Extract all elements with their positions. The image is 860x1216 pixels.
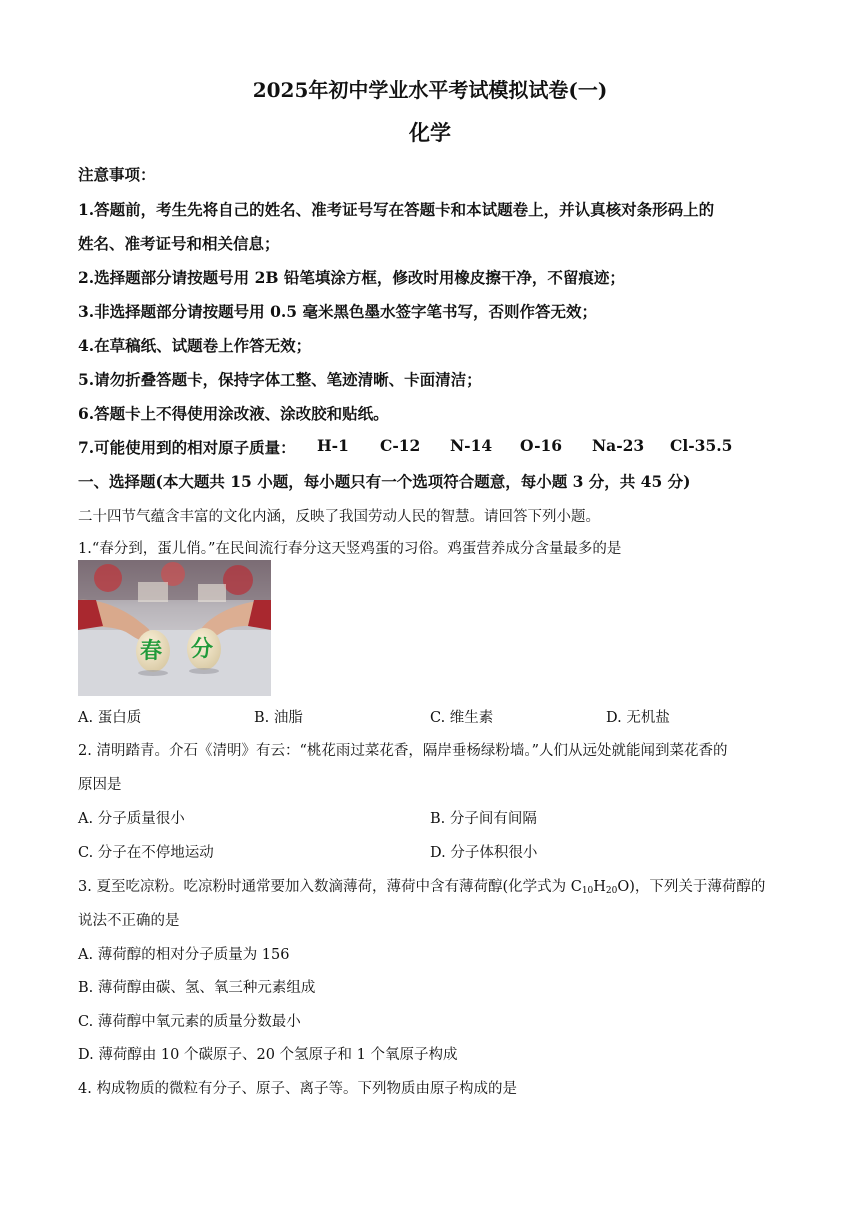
- atomic-mass-cl: Cl-35.5: [670, 436, 733, 455]
- q3-option-d: D. 薄荷醇由 10 个碳原子、20 个氢原子和 1 个氧原子构成: [78, 1047, 458, 1063]
- q1-option-b: B. 油脂: [254, 710, 303, 726]
- q3-stem-mid: H: [593, 879, 606, 895]
- q3-stem-post: O)，下列关于薄荷醇的: [617, 879, 766, 895]
- subject-title: 化学: [409, 120, 451, 145]
- note-item: 1.答题前，考生先将自己的姓名、准考证号写在答题卡和本试题卷上，并认真核对条形码上的: [78, 200, 715, 219]
- note-item: 4.在草稿纸、试题卷上作答无效；: [78, 336, 312, 355]
- atomic-mass-label: 7.可能使用到的相对原子质量：: [78, 438, 296, 457]
- q1-option-d: D. 无机盐: [606, 710, 670, 726]
- note-item: 2.选择题部分请按题号用 2B 铅笔填涂方框，修改时用橡皮擦干净，不留痕迹；: [78, 268, 625, 287]
- atomic-mass-na: Na-23: [592, 436, 645, 455]
- note-item: 5.请勿折叠答题卡，保持字体工整、笔迹清晰、卡面清洁；: [78, 370, 482, 389]
- q3-option-a: A. 薄荷醇的相对分子质量为 156: [78, 947, 290, 963]
- section-heading: 一、选择题(本大题共 15 小题，每小题只有一个选项符合题意，每小题 3 分，共 45 分): [78, 472, 691, 491]
- question-1-stem: 1.“春分到，蛋儿俏。”在民间流行春分这天竖鸡蛋的习俗。鸡蛋营养成分含量最多的是: [78, 541, 622, 557]
- q3-subscript-c: 10: [581, 886, 594, 896]
- spring-equinox-eggs-photo: [78, 560, 271, 696]
- section-intro: 二十四节气蕴含丰富的文化内涵，反映了我国劳动人民的智慧。请回答下列小题。: [78, 509, 600, 525]
- question-4-stem: 4. 构成物质的微粒有分子、原子、离子等。下列物质由原子构成的是: [78, 1081, 517, 1097]
- note-item: 3.非选择题部分请按题号用 0.5 毫米黑色墨水签字笔书写，否则作答无效；: [78, 302, 597, 321]
- q1-option-a: A. 蛋白质: [78, 710, 142, 726]
- atomic-mass-o: O-16: [520, 436, 563, 455]
- q2-option-a: A. 分子质量很小: [78, 811, 185, 827]
- question-3-stem: [78, 875, 765, 896]
- q2-option-c: C. 分子在不停地运动: [78, 845, 214, 861]
- exam-title: 2025年初中学业水平考试模拟试卷(一): [252, 78, 608, 102]
- notes-heading: 注意事项：: [78, 165, 156, 184]
- note-item: 6.答题卡上不得使用涂改液、涂改胶和贴纸。: [78, 404, 389, 423]
- question-2-stem: 2. 清明踏青。介石《清明》有云：“桃花雨过菜花香，隔岸垂杨绿粉墙。”人们从远处就能闻到菜花香的: [78, 743, 728, 759]
- q3-option-c: C. 薄荷醇中氧元素的质量分数最小: [78, 1014, 301, 1030]
- q2-option-d: D. 分子体积很小: [430, 845, 538, 861]
- q3-subscript-h: 20: [605, 886, 618, 896]
- note-item: 姓名、准考证号和相关信息；: [78, 234, 280, 253]
- atomic-mass-n: N-14: [450, 436, 493, 455]
- atomic-mass-line: [78, 436, 296, 458]
- egg-char-chun: 春: [140, 638, 163, 664]
- question-2-stem-cont: 原因是: [78, 777, 122, 793]
- atomic-mass-c: C-12: [380, 436, 421, 455]
- q3-option-b: B. 薄荷醇由碳、氢、氧三种元素组成: [78, 980, 316, 996]
- question-3-stem-cont: 说法不正确的是: [78, 913, 180, 929]
- q3-stem-pre: 3. 夏至吃凉粉。吃凉粉时通常要加入数滴薄荷，薄荷中含有薄荷醇(化学式为 C: [78, 879, 582, 895]
- q2-option-b: B. 分子间有间隔: [430, 811, 537, 827]
- atomic-mass-h: H-1: [317, 436, 349, 455]
- egg-char-fen: 分: [191, 636, 214, 662]
- q1-option-c: C. 维生素: [430, 710, 494, 726]
